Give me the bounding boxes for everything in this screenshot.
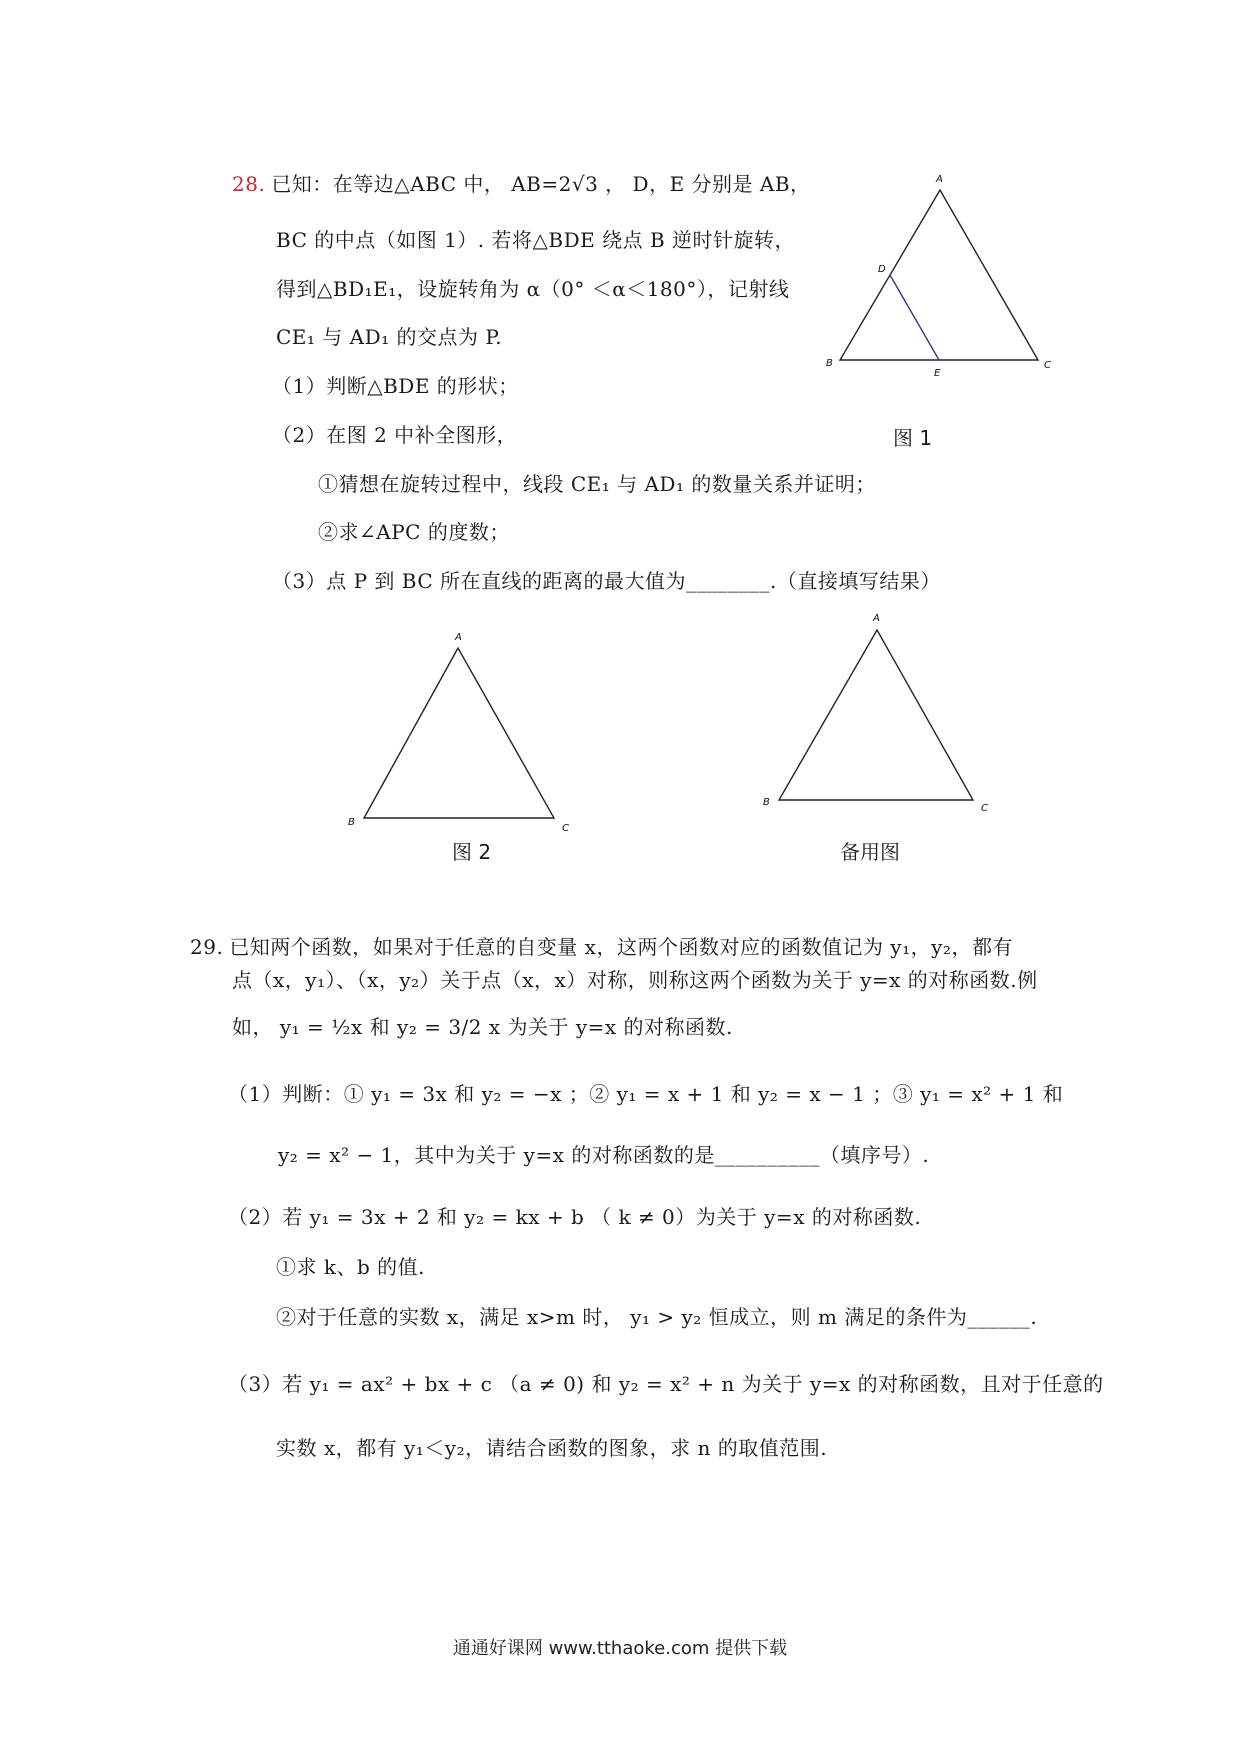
problem-28-question-2a: ①猜想在旋转过程中，线段 CE₁ 与 AD₁ 的数量关系并证明； xyxy=(318,472,876,496)
problem-29-question-1-line-1: （1）判断：① y₁ = 3x 和 y₂ = −x ；② y₁ = x + 1 和 y₂ = x − 1 ；③ y₁ = x² + 1 和 xyxy=(228,1082,1064,1106)
figure-1-caption: 图 1 xyxy=(893,426,933,450)
triangle-abc-spare xyxy=(779,630,973,800)
spare-figure-caption: 备用图 xyxy=(840,840,900,864)
problem-29-line-3: 如， y₁ = ½x 和 y₂ = 3/2 x 为关于 y=x 的对称函数. xyxy=(232,1015,733,1039)
problem-29-number: 29. xyxy=(190,935,224,959)
problem-28-line-1 xyxy=(232,172,811,196)
segment-de xyxy=(890,275,939,360)
triangle-abc xyxy=(840,190,1038,360)
problem-29-question-2a: ①求 k、b 的值. xyxy=(276,1255,425,1279)
problem-28-line-3: 得到△BD₁E₁，设旋转角为 α（0° ＜α＜180°），记射线 xyxy=(276,277,790,301)
label-b-fig2: B xyxy=(348,817,355,828)
problem-28-question-2b: ②求∠APC 的度数； xyxy=(318,520,510,544)
page-footer: 通通好课网 www.tthaoke.com 提供下载 xyxy=(452,1638,788,1659)
label-a: A xyxy=(936,174,943,185)
problem-28-line-2: BC 的中点（如图 1）. 若将△BDE 绕点 B 逆时针旋转， xyxy=(276,228,796,252)
problem-29-question-1-line-2: y₂ = x² − 1，其中为关于 y=x 的对称函数的是__________（填序号）. xyxy=(278,1143,930,1167)
label-b-spare: B xyxy=(763,797,770,808)
problem-29-line-1 xyxy=(190,935,1013,959)
label-c-fig2: C xyxy=(562,823,569,834)
problem-28-question-3: （3）点 P 到 BC 所在直线的距离的最大值为________.（直接填写结果） xyxy=(272,569,941,593)
problem-28-number: 28. xyxy=(232,172,266,196)
problem-29-question-3-line-2: 实数 x，都有 y₁＜y₂，请结合函数的图象，求 n 的取值范围. xyxy=(276,1436,828,1460)
triangle-abc-fig2 xyxy=(364,648,554,818)
figure-2-caption: 图 2 xyxy=(452,840,492,864)
problem-28-question-2: （2）在图 2 中补全图形， xyxy=(272,423,518,447)
label-b: B xyxy=(826,358,833,369)
problem-29-question-2-line-1: （2）若 y₁ = 3x + 2 和 y₂ = kx + b （ k ≠ 0）为关于 y=x 的对称函数. xyxy=(228,1205,922,1229)
problem-29-question-2b: ②对于任意的实数 x，满足 x>m 时， y₁ > y₂ 恒成立，则 m 满足的条件为______. xyxy=(276,1305,1038,1329)
figure-2-diagram xyxy=(340,625,580,835)
problem-28-question-1: （1）判断△BDE 的形状； xyxy=(272,374,519,398)
spare-figure-diagram xyxy=(755,605,1000,815)
problem-29-stem-1: 已知两个函数，如果对于任意的自变量 x，这两个函数对应的函数值记为 y₁，y₂，都有 xyxy=(229,935,1013,959)
problem-28-line-4: CE₁ 与 AD₁ 的交点为 P. xyxy=(276,325,503,349)
label-d: D xyxy=(878,264,886,275)
problem-29-question-3-line-1: （3）若 y₁ = ax² + bx + c （a ≠ 0) 和 y₂ = x² + n 为关于 y=x 的对称函数，且对于任意的 xyxy=(228,1372,1104,1396)
label-e: E xyxy=(934,368,941,379)
figure-1-diagram xyxy=(820,170,1070,380)
label-c-spare: C xyxy=(981,803,988,814)
label-c: C xyxy=(1044,360,1051,371)
problem-29-line-2: 点（x，y₁）、（x，y₂）关于点（x，x）对称，则称这两个函数为关于 y=x 的对称函数.例 xyxy=(232,968,1038,992)
problem-28-stem-1: 已知：在等边△ABC 中， AB=2√3 ， D，E 分别是 AB， xyxy=(271,172,811,196)
label-a-fig2: A xyxy=(455,632,462,643)
label-a-spare: A xyxy=(873,613,880,624)
